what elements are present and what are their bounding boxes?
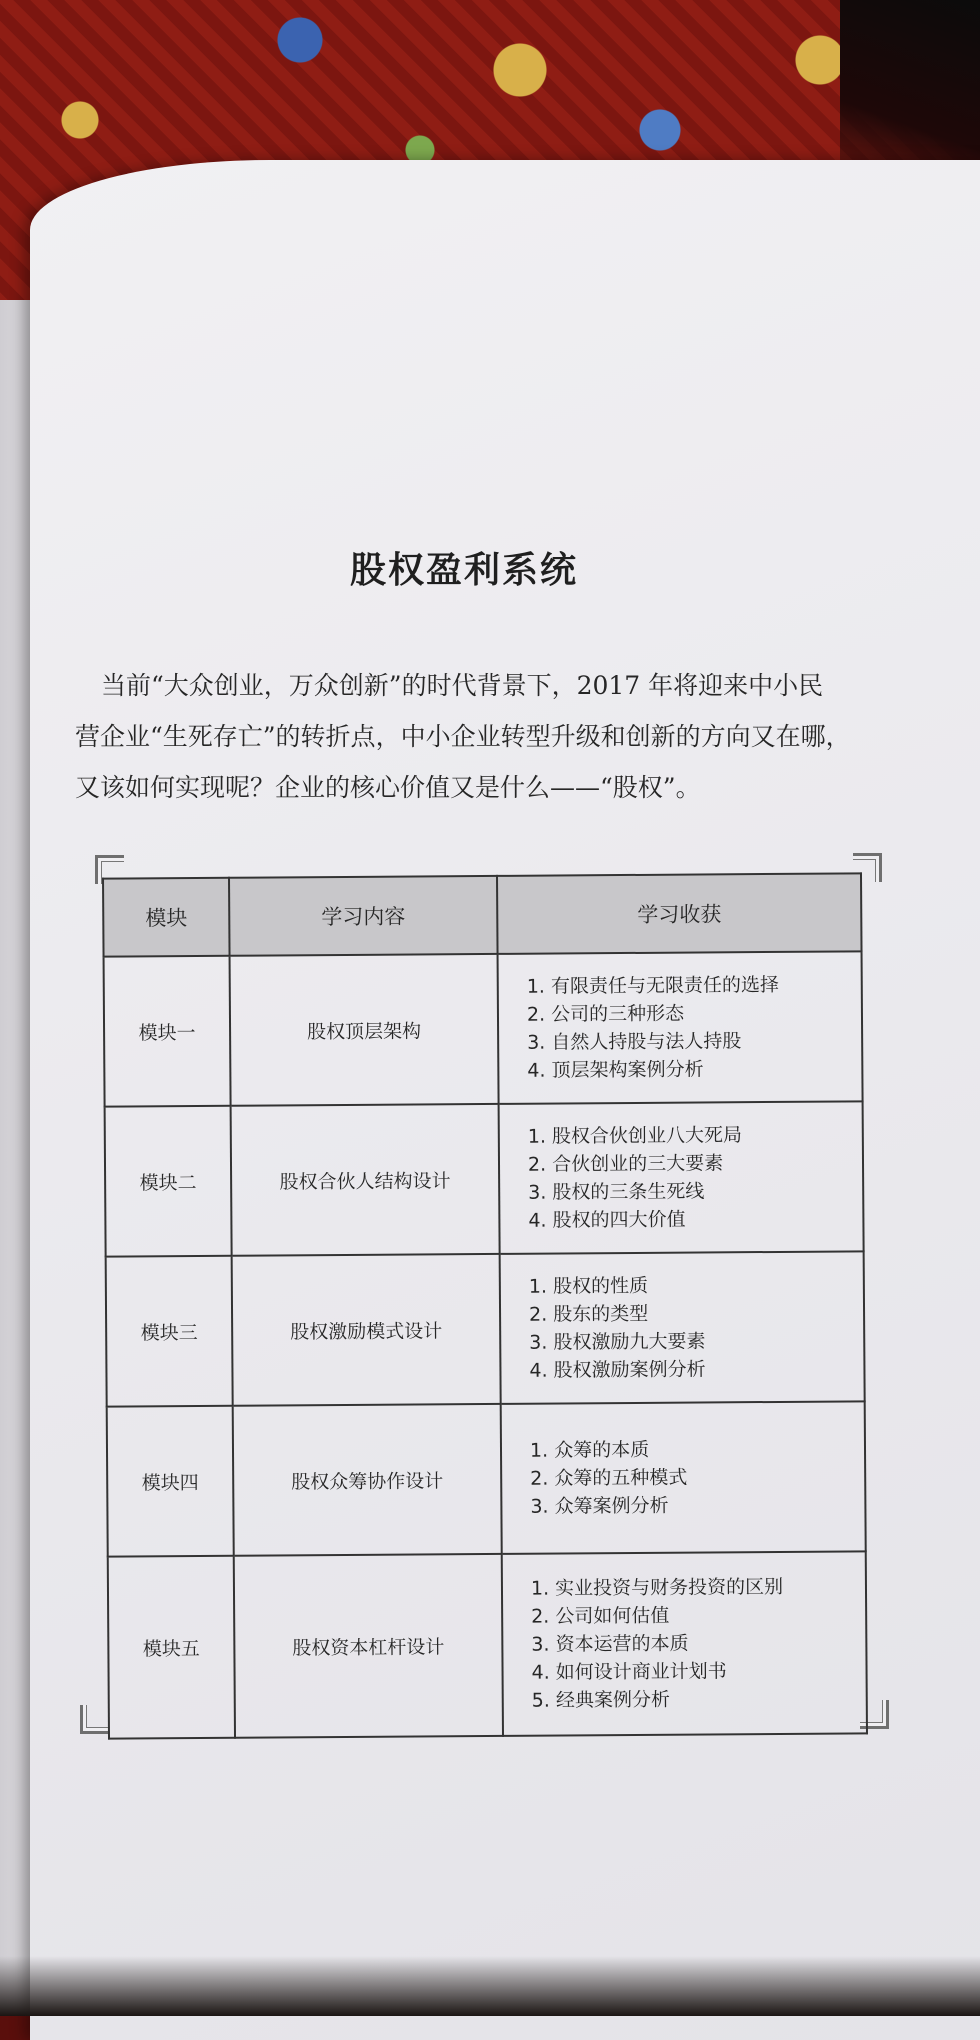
gain-item: 4. 股权的四大价值 — [528, 1208, 686, 1232]
content-cell: 股权众筹协作设计 — [233, 1404, 502, 1556]
gains-cell — [501, 1401, 866, 1554]
module-cell: 模块四 — [107, 1406, 234, 1557]
content-cell: 股权激励模式设计 — [232, 1254, 501, 1406]
gain-item: 3. 资本运营的本质 — [531, 1632, 689, 1656]
table-row — [105, 1101, 864, 1256]
header-content: 学习内容 — [229, 876, 498, 956]
intro-line-3: 又该如何实现呢？企业的核心价值又是什么——“股权”。 — [75, 773, 701, 802]
gain-item: 2. 公司如何估值 — [531, 1604, 670, 1628]
table-row — [108, 1551, 867, 1738]
gain-item: 4. 顶层架构案例分析 — [527, 1058, 704, 1082]
gain-item: 1. 众筹的本质 — [529, 1438, 650, 1462]
module-cell: 模块五 — [108, 1556, 235, 1739]
header-module: 模块 — [103, 878, 230, 957]
bottom-shadow — [0, 1956, 980, 2016]
gains-cell — [498, 951, 863, 1104]
gain-item: 1. 股权合伙创业八大死局 — [527, 1124, 743, 1148]
intro-line-2: 营企业“生死存亡”的转折点，中小企业转型升级和创新的方向又在哪， — [75, 722, 851, 751]
gain-item: 2. 合伙创业的三大要素 — [527, 1152, 724, 1176]
gain-item: 2. 公司的三种形态 — [526, 1002, 685, 1026]
intro-paragraph — [75, 660, 955, 813]
corner-ornament-bottom-left — [80, 1705, 109, 1734]
gain-item: 1. 实业投资与财务投资的区别 — [530, 1575, 784, 1600]
gain-item: 4. 股权激励案例分析 — [529, 1358, 706, 1382]
content-cell: 股权资本杠杆设计 — [234, 1554, 503, 1738]
page-title: 股权盈利系统 — [350, 550, 579, 591]
header-gains: 学习收获 — [497, 873, 862, 954]
content-cell: 股权顶层架构 — [230, 954, 499, 1106]
gains-cell — [499, 1101, 864, 1254]
intro-line-1: 当前“大众创业，万众创新”的时代背景下，2017 年将迎来中小民 — [101, 671, 824, 700]
gain-item: 5. 经典案例分析 — [531, 1688, 671, 1712]
gains-cell — [502, 1551, 867, 1736]
gain-item: 2. 众筹的五种模式 — [530, 1466, 688, 1490]
content-cell: 股权合伙人结构设计 — [231, 1104, 500, 1256]
module-cell: 模块三 — [106, 1256, 233, 1407]
gain-item: 4. 如何设计商业计划书 — [531, 1660, 727, 1684]
table-row — [104, 951, 863, 1106]
gain-item: 1. 股权的性质 — [528, 1274, 649, 1298]
table-header-row — [103, 873, 862, 956]
gain-item: 2. 股东的类型 — [528, 1302, 649, 1326]
modules-table — [102, 872, 868, 1739]
gains-cell — [500, 1251, 865, 1404]
gain-item: 3. 股权激励九大要素 — [529, 1330, 706, 1354]
table-row — [106, 1251, 865, 1406]
module-cell: 模块二 — [105, 1106, 232, 1257]
module-cell: 模块一 — [104, 956, 231, 1107]
gain-item: 1. 有限责任与无限责任的选择 — [526, 973, 780, 998]
gain-item: 3. 自然人持股与法人持股 — [527, 1030, 742, 1054]
gain-item: 3. 众筹案例分析 — [530, 1494, 669, 1518]
gain-item: 3. 股权的三条生死线 — [528, 1180, 705, 1204]
table-row — [107, 1401, 866, 1556]
